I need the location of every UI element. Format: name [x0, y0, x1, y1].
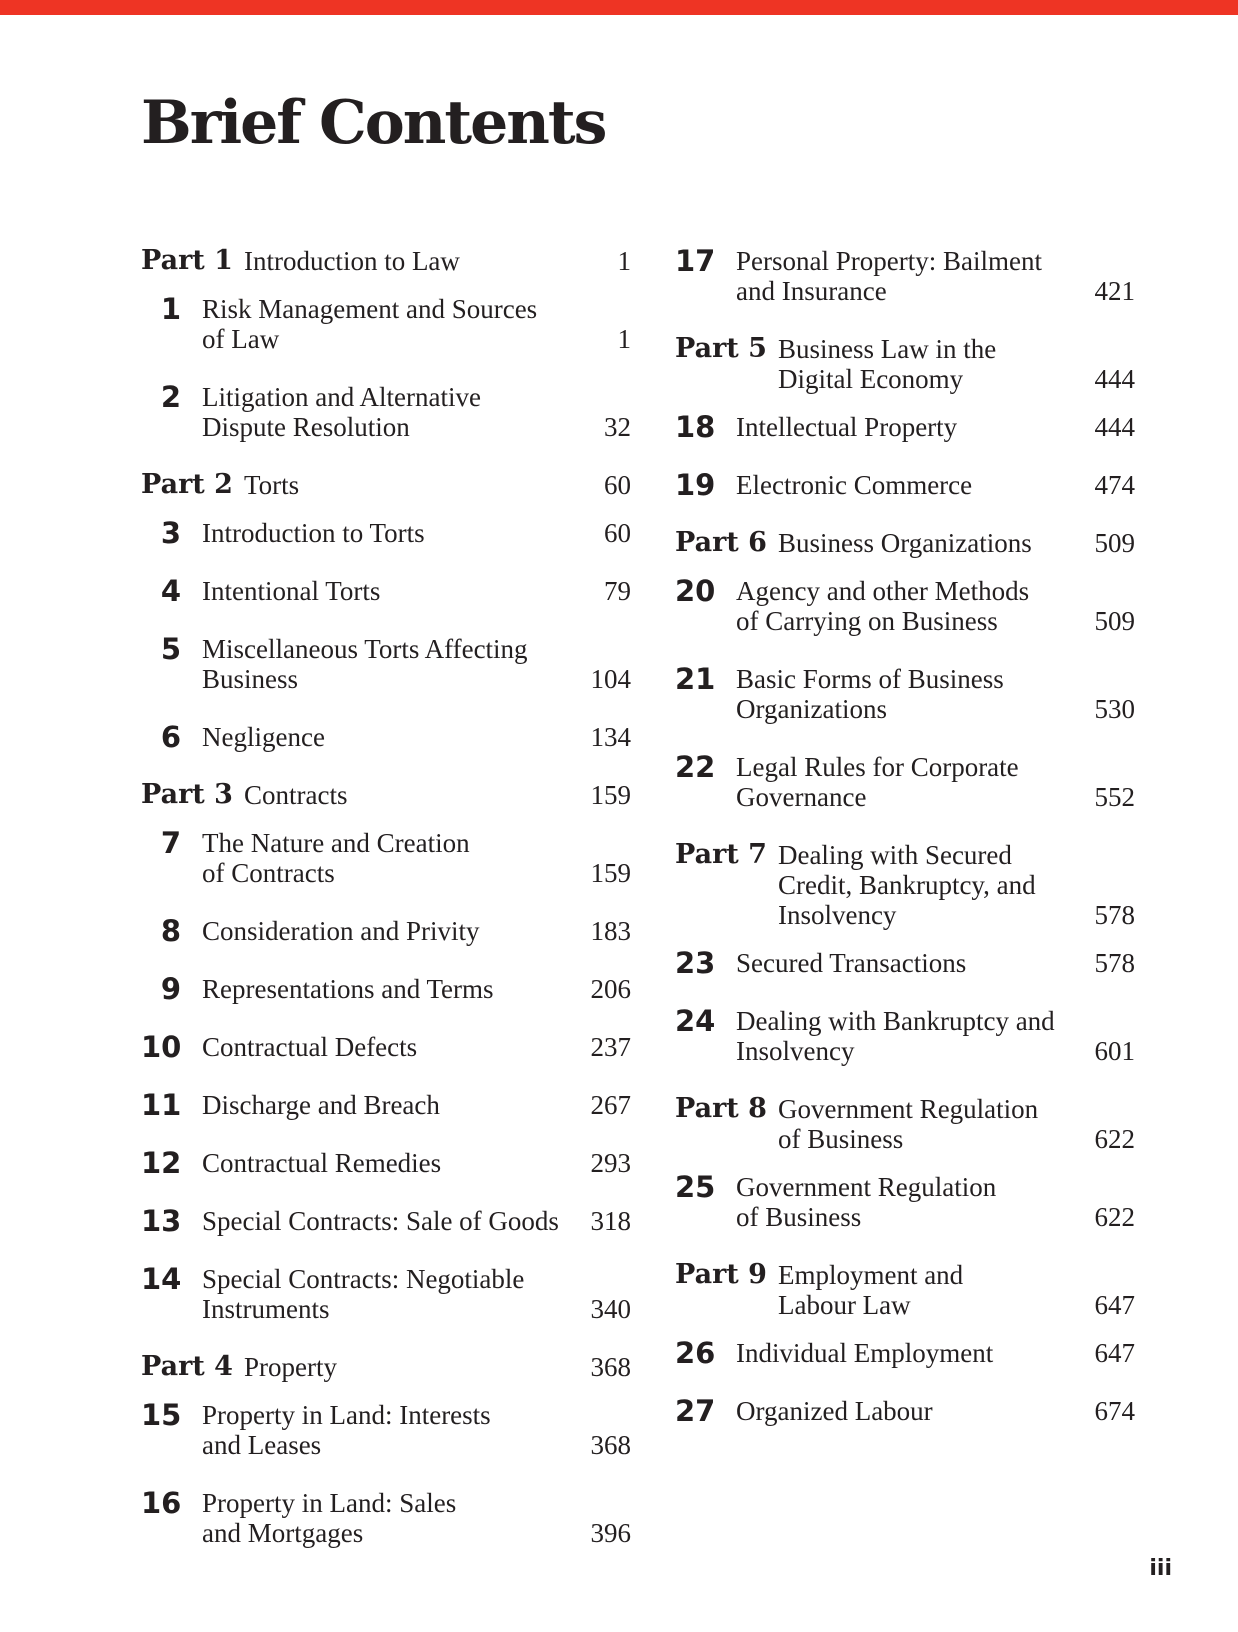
page-ref: 183 — [590, 916, 631, 946]
page-ref: 622 — [1094, 1124, 1135, 1154]
chapter-number: 14 — [141, 1262, 182, 1296]
page-ref: 444 — [1094, 364, 1135, 394]
page-ref: 368 — [590, 1430, 631, 1460]
part-label: Part 7 — [675, 839, 767, 870]
page-ref: 474 — [1094, 470, 1135, 500]
chapter-title: Dealing with Bankruptcy and Insolvency — [736, 1006, 1055, 1066]
chapter-row — [675, 1006, 1135, 1066]
part-label: Part 5 — [675, 333, 767, 364]
chapter-title: Miscellaneous Torts Affecting Business — [202, 634, 528, 694]
page-ref: 1 — [617, 246, 631, 276]
chapter-row — [675, 1338, 1135, 1368]
chapter-number: 9 — [160, 972, 181, 1006]
chapter-row — [675, 412, 1135, 442]
chapter-row — [675, 664, 1135, 724]
contents-column-left — [141, 246, 631, 1576]
chapter-title: Consideration and Privity — [202, 916, 480, 946]
page-ref: 340 — [590, 1294, 631, 1324]
page-ref: 368 — [590, 1352, 631, 1382]
part-label: Part 4 — [141, 1351, 233, 1382]
chapter-title: Personal Property: Bailment and Insurance — [736, 246, 1042, 306]
chapter-number: 3 — [160, 516, 181, 550]
chapter-title: The Nature and Creation of Contracts — [202, 828, 470, 888]
chapter-row — [141, 1264, 631, 1324]
page-ref: 578 — [1094, 948, 1135, 978]
part-title: Government Regulation of Business — [777, 1094, 1039, 1154]
chapter-title: Legal Rules for Corporate Governance — [736, 752, 1019, 812]
chapter-number: 17 — [675, 244, 716, 278]
chapter-title: Discharge and Breach — [202, 1090, 440, 1120]
part-label: Part 3 — [141, 779, 233, 810]
page-ref: 32 — [604, 412, 631, 442]
chapter-number: 15 — [141, 1398, 182, 1432]
part-title: Contracts — [243, 780, 348, 810]
chapter-number: 6 — [160, 720, 181, 754]
chapter-number: 1 — [160, 292, 181, 326]
part-title: Property — [243, 1352, 337, 1382]
chapter-title: Special Contracts: Sale of Goods — [202, 1206, 559, 1236]
chapter-number: 10 — [141, 1030, 182, 1064]
chapter-title: Contractual Remedies — [202, 1148, 442, 1178]
chapter-number: 11 — [141, 1088, 182, 1122]
chapter-row — [675, 752, 1135, 812]
chapter-number: 16 — [141, 1486, 182, 1520]
part-row — [675, 334, 1135, 394]
chapter-number: 26 — [675, 1336, 716, 1370]
chapter-row — [141, 634, 631, 694]
chapter-title: Basic Forms of Business Organizations — [736, 664, 1004, 724]
page-ref: 1 — [617, 324, 631, 354]
page-ref: 509 — [1094, 606, 1135, 636]
chapter-row — [141, 1032, 631, 1062]
chapter-row — [141, 828, 631, 888]
page-ref: 601 — [1094, 1036, 1135, 1066]
page-ref: 622 — [1094, 1202, 1135, 1232]
page-ref: 60 — [604, 518, 631, 548]
page-ref: 134 — [590, 722, 631, 752]
chapter-title: Negligence — [202, 722, 325, 752]
chapter-row — [141, 1206, 631, 1236]
chapter-row — [141, 1090, 631, 1120]
chapter-number: 5 — [160, 632, 181, 666]
part-row — [141, 246, 631, 276]
part-label: Part 1 — [141, 245, 233, 276]
chapter-title: Electronic Commerce — [736, 470, 973, 500]
page-ref: 237 — [590, 1032, 631, 1062]
page-ref: 159 — [590, 780, 631, 810]
part-title: Business Organizations — [777, 528, 1032, 558]
page-ref: 674 — [1094, 1396, 1135, 1426]
chapter-number: 13 — [141, 1204, 182, 1238]
chapter-number: 8 — [160, 914, 181, 948]
page-ref: 104 — [590, 664, 631, 694]
chapter-title: Government Regulation of Business — [736, 1172, 997, 1232]
chapter-title: Agency and other Methods of Carrying on Business — [736, 576, 1030, 636]
chapter-row — [675, 1172, 1135, 1232]
chapter-number: 25 — [675, 1170, 716, 1204]
chapter-title: Risk Management and Sources of Law — [202, 294, 538, 354]
part-row — [141, 1352, 631, 1382]
chapter-number: 21 — [675, 662, 716, 696]
chapter-row — [675, 576, 1135, 636]
part-row — [141, 470, 631, 500]
chapter-row — [141, 1488, 631, 1548]
chapter-title: Property in Land: Interests and Leases — [202, 1400, 491, 1460]
chapter-title: Intentional Torts — [202, 576, 381, 606]
chapter-number: 2 — [160, 380, 181, 414]
top-accent-bar — [0, 0, 1238, 15]
chapter-row — [141, 294, 631, 354]
page-ref: 293 — [590, 1148, 631, 1178]
part-title: Dealing with Secured Credit, Bankruptcy, and Insolvency — [777, 840, 1036, 930]
chapter-row — [141, 382, 631, 442]
chapter-row — [141, 974, 631, 1004]
chapter-title: Individual Employment — [736, 1338, 994, 1368]
page-ref: 552 — [1094, 782, 1135, 812]
page-ref: 79 — [604, 576, 631, 606]
chapter-title: Organized Labour — [736, 1396, 933, 1426]
page-ref: 318 — [590, 1206, 631, 1236]
part-title: Employment and Labour Law — [777, 1260, 964, 1320]
page-ref: 60 — [604, 470, 631, 500]
page-ref: 159 — [590, 858, 631, 888]
part-row — [141, 780, 631, 810]
contents-column-right — [675, 246, 1135, 1576]
chapter-title: Representations and Terms — [202, 974, 494, 1004]
part-row — [675, 840, 1135, 930]
page-title: Brief Contents — [141, 88, 606, 158]
page-ref: 578 — [1094, 900, 1135, 930]
chapter-row — [675, 246, 1135, 306]
chapter-number: 19 — [675, 468, 716, 502]
part-label: Part 6 — [675, 527, 767, 558]
part-title: Business Law in the Digital Economy — [777, 334, 997, 394]
chapter-number: 22 — [675, 750, 716, 784]
part-label: Part 9 — [675, 1259, 767, 1290]
chapter-row — [675, 470, 1135, 500]
part-title: Torts — [243, 470, 300, 500]
chapter-number: 18 — [675, 410, 716, 444]
chapter-number: 20 — [675, 574, 716, 608]
chapter-number: 24 — [675, 1004, 716, 1038]
chapter-number: 12 — [141, 1146, 182, 1180]
chapter-number: 7 — [160, 826, 181, 860]
page-ref: 267 — [590, 1090, 631, 1120]
contents-columns — [141, 246, 1238, 1576]
chapter-number: 23 — [675, 946, 716, 980]
chapter-title: Introduction to Torts — [202, 518, 425, 548]
page-number: iii — [1149, 1556, 1172, 1581]
chapter-title: Property in Land: Sales and Mortgages — [202, 1488, 457, 1548]
part-title: Introduction to Law — [243, 246, 460, 276]
chapter-row — [141, 722, 631, 752]
chapter-title: Litigation and Alternative Dispute Resolution — [202, 382, 481, 442]
chapter-title: Contractual Defects — [202, 1032, 418, 1062]
chapter-title: Secured Transactions — [736, 948, 967, 978]
chapter-row — [141, 916, 631, 946]
page-ref: 396 — [590, 1518, 631, 1548]
chapter-title: Special Contracts: Negotiable Instruments — [202, 1264, 525, 1324]
page-ref: 647 — [1094, 1338, 1135, 1368]
part-label: Part 2 — [141, 469, 233, 500]
page-ref: 647 — [1094, 1290, 1135, 1320]
chapter-title: Intellectual Property — [736, 412, 958, 442]
page-ref: 206 — [590, 974, 631, 1004]
chapter-row — [141, 518, 631, 548]
chapter-number: 27 — [675, 1394, 716, 1428]
page-ref: 444 — [1094, 412, 1135, 442]
chapter-row — [141, 1148, 631, 1178]
page-ref: 421 — [1094, 276, 1135, 306]
part-row — [675, 1260, 1135, 1320]
page-ref: 509 — [1094, 528, 1135, 558]
part-row — [675, 528, 1135, 558]
chapter-number: 4 — [160, 574, 181, 608]
part-row — [675, 1094, 1135, 1154]
chapter-row — [675, 948, 1135, 978]
chapter-row — [675, 1396, 1135, 1426]
chapter-row — [141, 576, 631, 606]
page-ref: 530 — [1094, 694, 1135, 724]
part-label: Part 8 — [675, 1093, 767, 1124]
chapter-row — [141, 1400, 631, 1460]
